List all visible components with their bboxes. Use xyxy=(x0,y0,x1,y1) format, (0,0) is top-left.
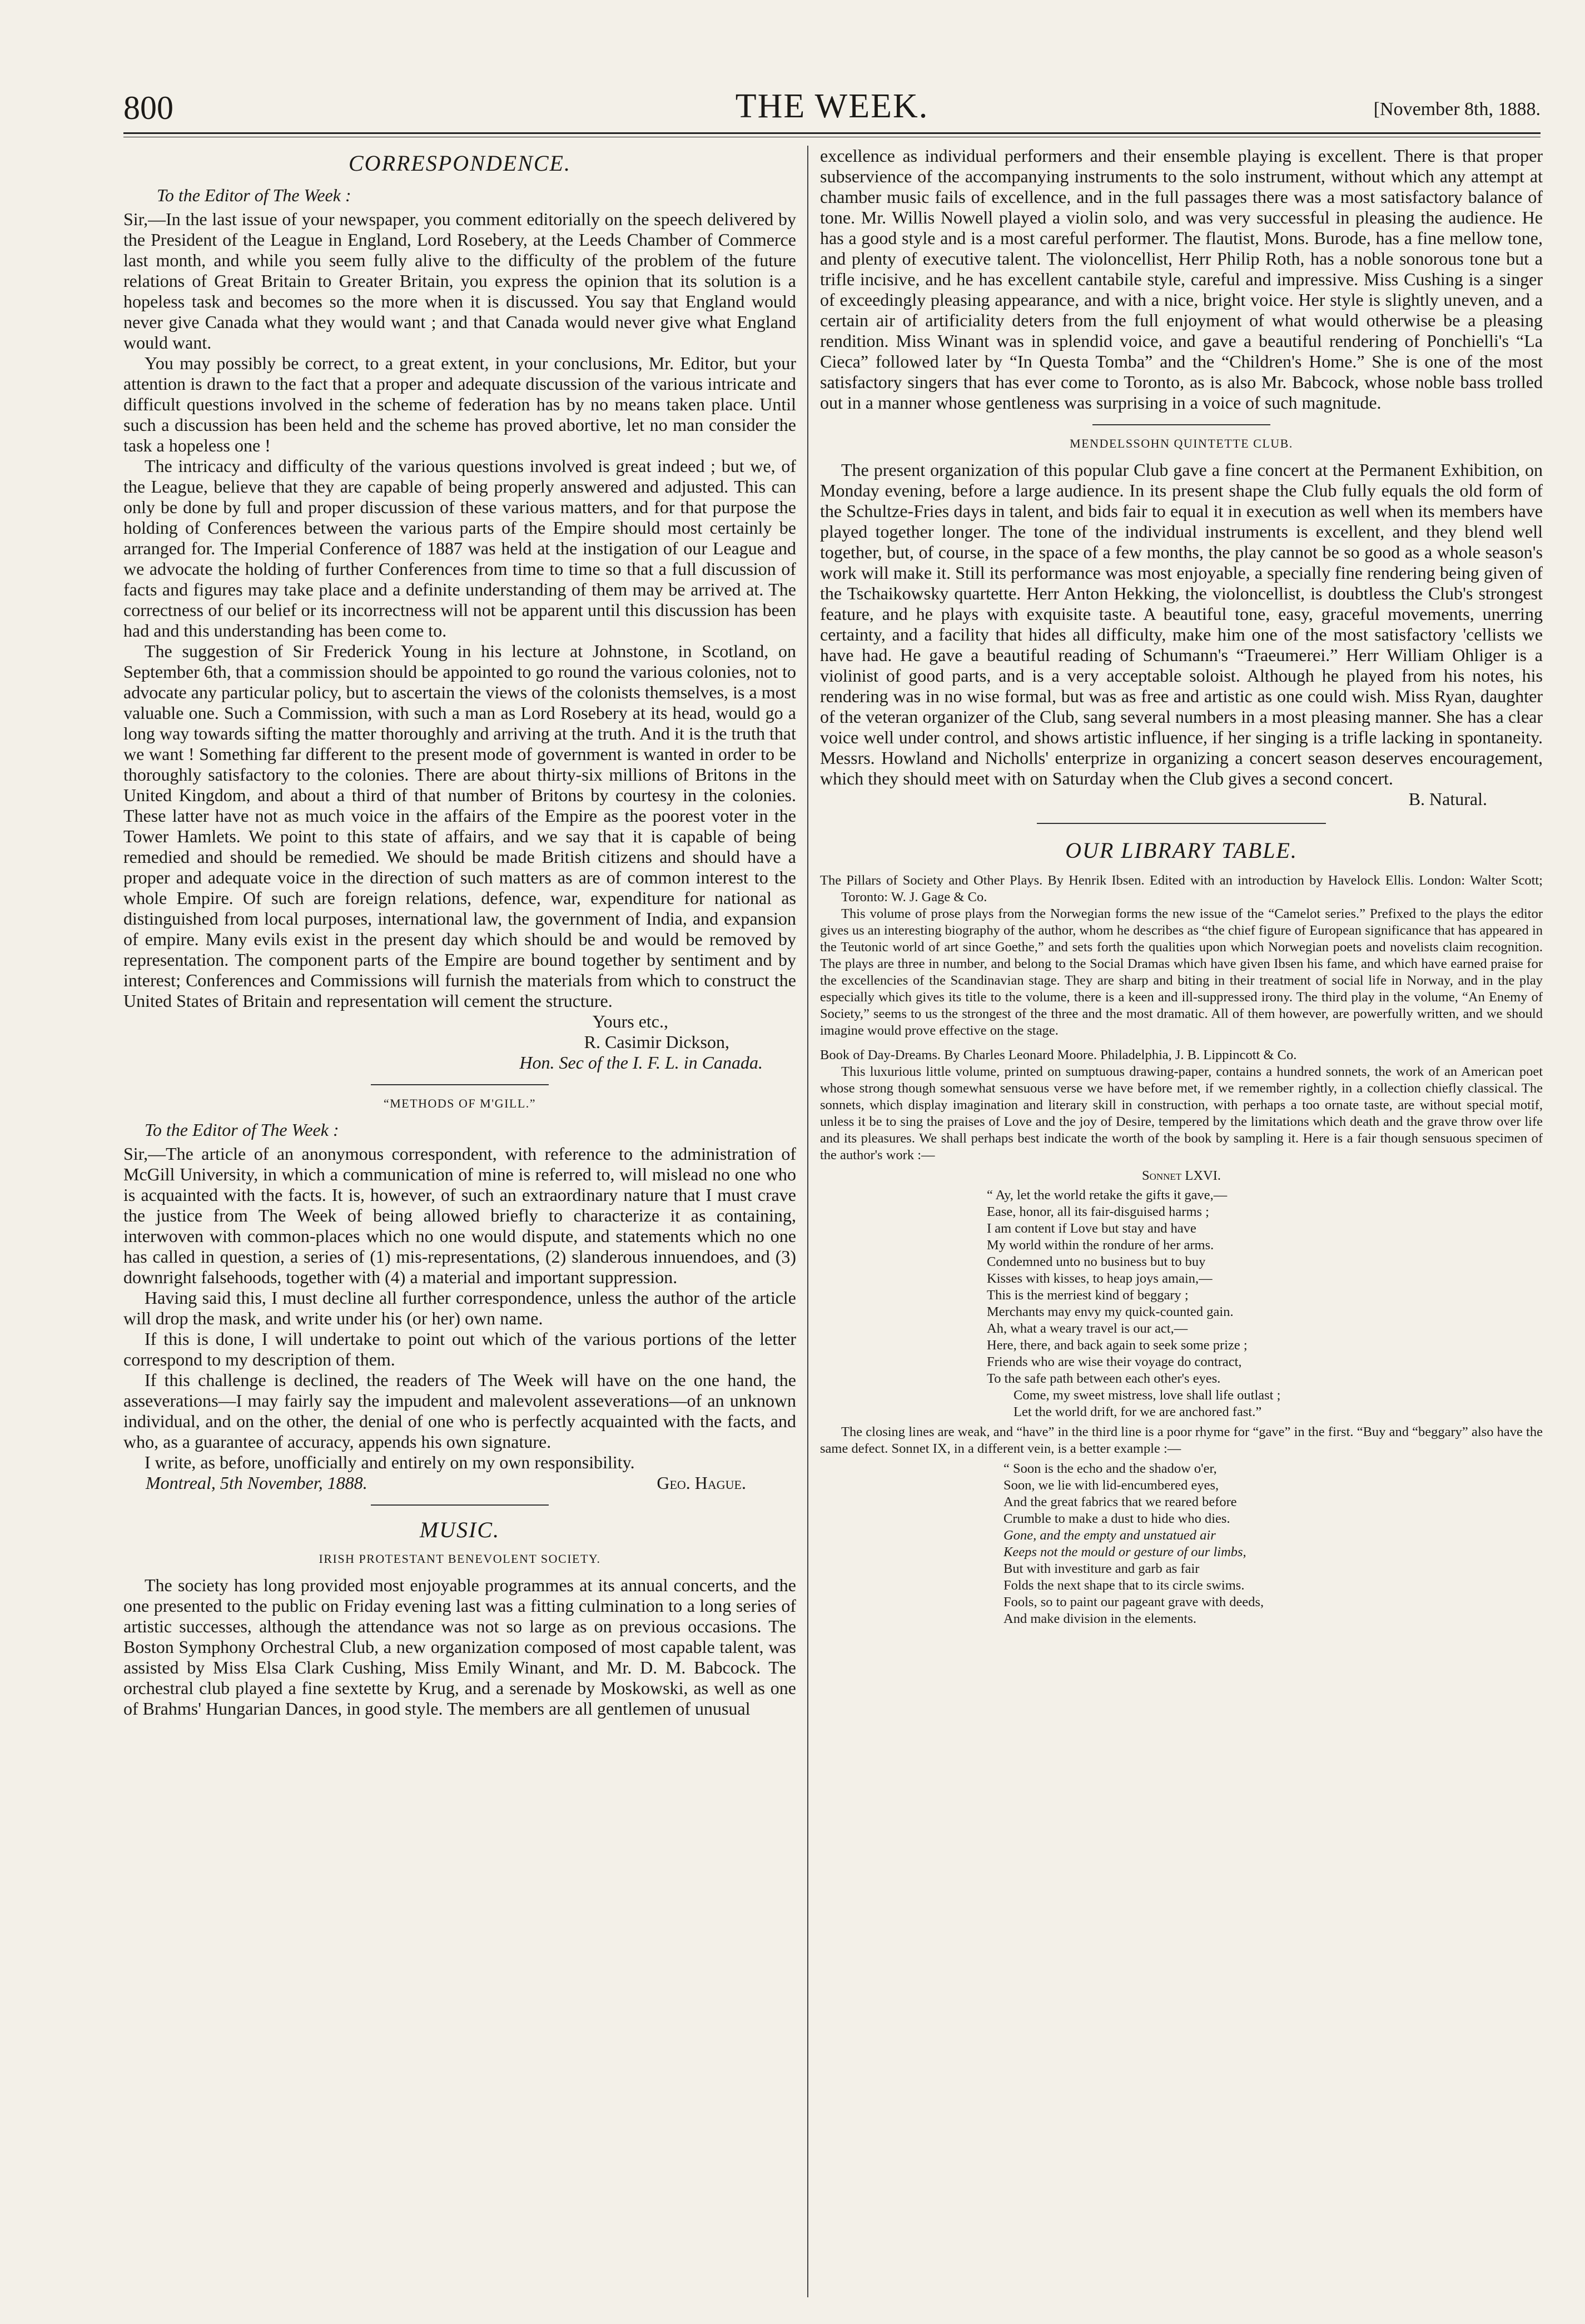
page-number: 800 xyxy=(123,90,173,126)
letter-paragraph: The suggestion of Sir Frederick Young in his lecture at Johnstone, in Scotland, on September 6th, that a commission should be appointed to go round the various colonies, not to advocate any particular policy, but to ascertain the views of the colonists themselves, is a most valuable one. Such a Commission, with such a man as Lord Rosebery at its head, would go a long way towards sifting the matter thoroughly and arriving at the truth. And it is the truth that we want ! Something far different to the present mode of government is wanted in order to be thoroughly satisfactory to the colonies. There are about thirty-six millions of Britons in the United Kingdom, and about a third of that number of Britons by courtesy in the colonies. These latter have not as much voice in the affairs of the Empire as the poorest voter in the Tower Hamlets. We point to this state of affairs, and we say that it is capable of being remedied and should be remedied. We should be made British citizens and should have a proper and adequate voice in the direction of such matters as are of common interest to the whole Empire. Of such are foreign relations, defence, war, expenditure for national as distinguished from local purposes, international law, the government of India, and expansion of empire. Many evils exist in the present day which should be and would be removed by representation. The component parts of the Empire are bound together by sentiment and by interest; Conferences and Commissions will furnish the materials from which to construct the United States of Britain and representation will cement the structure. xyxy=(123,641,796,1011)
issue-date: [November 8th, 1888. xyxy=(1373,99,1541,120)
mendelssohn-heading: MENDELSSOHN QUINTETTE CLUB. xyxy=(1070,436,1293,450)
poem-line: “ Ay, let the world retake the gifts it gave,— xyxy=(987,1188,1228,1203)
book-review: The closing lines are weak, and “have” in the third line is a poor rhyme for “gave” in the first. “Buy and “beggary” also have the same defect. Sonnet IX, in a different vein, is a better example :— xyxy=(820,1424,1543,1456)
mcgill-signature xyxy=(123,1473,796,1493)
mcgill-letter xyxy=(123,1144,796,1473)
column-divider xyxy=(807,146,808,2297)
book-review: This volume of prose plays from the Norwegian forms the new issue of the “Camelot series.” Prefixed to the plays the editor gives us an interesting biography of the author, whom he describes as “the chief figure of European significance that has appeared in the Teutonic world of art since Goethe,” and sets forth the qualities upon which Norwegian poets and novelists claim recognition. The plays are three in number, and belong to the Social Dramas which have given Ibsen his fame, and which have earned praise for the excellencies of the Scandinavian stage. They are sharp and biting in their treatment of social life in Norway, and in the play especially which gives its title to the volume, there is a keen and ill-suppressed irony. The third play in the volume, “An Enemy of Society,” seems to us the strongest of the three and the most dramatic. All of them however, are powerfully written, and we should imagine would prove effective on the stage. xyxy=(820,906,1543,1038)
poem-line: Soon, we lie with lid-encumbered eyes, xyxy=(1003,1478,1219,1493)
library-reviews xyxy=(820,872,1543,1164)
letter-closing: Yours etc., xyxy=(592,1011,668,1031)
poem-line: Gone, and the empty and unstatued air xyxy=(1003,1528,1216,1543)
letter-paragraph: If this challenge is declined, the readers of The Week will have on the one hand, the asseverations—I may fairly say the impudent and malevolent asseverations—of an unknown individual, and on the other, the denial of one who is perfectly acquainted with the facts, and who, as a guarantee of accuracy, appends his own signature. xyxy=(123,1370,796,1452)
poem-line: Ah, what a weary travel is our act,— xyxy=(987,1321,1188,1336)
page-header xyxy=(123,89,1541,133)
book-review: This luxurious little volume, printed on sumptuous drawing-paper, contains a hundred sonnets, the work of an American poet whose strong though somewhat sensuous verse we have before met, if we remember rightly, in a collection chiefly classical. The sonnets, which display imagination and literary skill in construction, with perhaps a too ornate taste, are without special motif, unless it be to sing the praises of Love and the joy of Desire, tempered by the limitations which death and the grave throw over life and its pleasures. We shall perhaps best indicate the worth of the book by sampling it. Here is a fair though sensuous specimen of the author's work :— xyxy=(820,1064,1543,1163)
poem-line: “ Soon is the echo and the shadow o'er, xyxy=(1003,1461,1217,1476)
section-divider xyxy=(1037,823,1326,824)
book-heading: The Pillars of Society and Other Plays. By Henrik Ibsen. Edited with an introduction by Havelock Ellis. London: Walter Scott; Toronto: W. J. Gage & Co. xyxy=(820,873,1543,905)
correspondence-heading: CORRESPONDENCE. xyxy=(349,151,571,176)
section-divider xyxy=(1092,424,1270,425)
section-divider xyxy=(371,1084,549,1085)
masthead: THE WEEK. xyxy=(735,87,929,125)
right-column xyxy=(820,146,1543,2303)
poem-line: Folds the next shape that to its circle swims. xyxy=(1003,1578,1245,1593)
sonnet-title: Sonnet LXVI. xyxy=(1142,1168,1221,1183)
poem-line: Condemned unto no business but to buy xyxy=(987,1254,1206,1269)
poem-line: And make division in the elements. xyxy=(1003,1611,1197,1626)
letter-paragraph: I write, as before, unofficially and entirely on my own responsibility. xyxy=(145,1452,635,1472)
letter-paragraph: You may possibly be correct, to a great extent, in your conclusions, Mr. Editor, but your attention is drawn to the fact that a proper and adequate discussion of the various intricate and difficult questions involved in the scheme of federation has by no means taken place. Until such a discussion has been held and the scheme has proved abortive, let no man consider the task a hopeless one ! xyxy=(123,353,796,455)
poem-line: Here, there, and back again to seek some prize ; xyxy=(987,1338,1248,1353)
poem-line: Come, my sweet mistress, love shall life outlast ; xyxy=(1013,1388,1281,1403)
letter-paragraph: Sir,—In the last issue of your newspaper, you comment editorially on the speech delivered by the President of the League in England, Lord Rosebery, at the Leeds Chamber of Commerce last month, and while you seem fully alive to the difficulty of the problem of the future relations of Great Britain to Greater Britain, you express the opinion that its solution is a hopeless task and becomes so the more when it is discussed. You say that England would never give Canada what they would want ; and that Canada would never give what England would want. xyxy=(123,209,796,352)
letter-paragraph: Sir,—The article of an anonymous correspondent, with reference to the administration of McGill University, in which a communication of mine is referred to, will mislead no one who is acquainted with the facts. It is, however, of such an extraordinary nature that I must crave the justice from The Week of being allowed briefly to characterize it as containing, interwoven with common-places which no one would dispute, and statements which no one has called in question, a series of (1) mis-representations, (2) slanderous innuendoes, and (3) downright falsehoods, together with (4) a material and important suppression. xyxy=(123,1144,796,1287)
correspondence-salutation: To the Editor of The Week : xyxy=(157,185,351,205)
poem-line: Merchants may envy my quick-counted gain. xyxy=(987,1304,1234,1319)
poem-line: And the great fabrics that we reared before xyxy=(1003,1494,1237,1509)
book-heading: Book of Day-Dreams. By Charles Leonard Moore. Philadelphia, J. B. Lippincott & Co. xyxy=(820,1047,1297,1062)
poem-line: Let the world drift, for we are anchored fast.” xyxy=(1013,1404,1262,1419)
poem-line: I am content if Love but stay and have xyxy=(987,1221,1196,1236)
poem-line: Crumble to make a dust to hide who dies. xyxy=(1003,1511,1230,1526)
poem-line: This is the merriest kind of beggary ; xyxy=(987,1288,1189,1303)
poem-line: Kisses with kisses, to heap joys amain,— xyxy=(987,1271,1213,1286)
letter-paragraph: Having said this, I must decline all further correspondence, unless the author of the article will drop the mask, and write under his (or her) own name. xyxy=(123,1288,796,1328)
mcgill-salutation: To the Editor of The Week : xyxy=(145,1120,339,1140)
music-heading: MUSIC. xyxy=(419,1517,500,1542)
poem-line: Ease, honor, all its fair-disguised harms ; xyxy=(987,1204,1209,1219)
letter-signer-title: Hon. Sec of the I. F. L. in Canada. xyxy=(519,1052,763,1072)
poem-line: Keeps not the mould or gesture of our limbs, xyxy=(1003,1545,1246,1560)
music-subheading: IRISH PROTESTANT BENEVOLENT SOCIETY. xyxy=(319,1552,601,1566)
left-column xyxy=(123,146,796,2303)
poem-line: My world within the rondure of her arms. xyxy=(987,1238,1214,1253)
sonnet-lxvi xyxy=(820,1187,1543,1421)
review-paragraph: The society has long provided most enjoyable programmes at its annual concerts, and the one presented to the public on Friday evening last was a fitting culmination to a long series of artistic successes, although the attendance was not so large as on previous occasions. The Boston Symphony Orchestral Club, a new organization composed of most capable talent, was assisted by Miss Elsa Clark Cushing, Miss Emily Winant, and Mr. D. M. Babcock. The orchestral club played a fine sextette by Krug, and a serenade by Moskowski, as well as one of Brahms' Hungarian Dances, in good style. The members are all gentlemen of unusual xyxy=(123,1575,796,1719)
letter-paragraph: The intricacy and difficulty of the various questions involved is great indeed ; but we, of the League, believe that they are capable of being properly answered and adjusted. This can only be done by full and proper discussion of these various matters, and for that purpose the holding of Conferences between the various parts of the Empire should most certainly be arranged for. The Imperial Conference of 1887 was held at the instigation of our League and we advocate the holding of further Conferences from time to time so that a full discussion of facts and figures may take place and a definite understanding of them may be arrived at. The correctness of our belief or its incorrectness will not be apparent until this discussion has been had and this understanding has been come to. xyxy=(123,456,796,640)
place-date: Montreal, 5th November, 1888. xyxy=(146,1473,367,1493)
review-paragraph: excellence as individual performers and their ensemble playing is excellent. There is that proper subservience of the accompanying instruments to the solo instrument, without which any attempt at chamber music fails of excellence, and in the full passages there was a most satisfactory balance of tone. Mr. Willis Nowell played a violin solo, and was very successful in pleasing the audience. He has a good style and is a most careful performer. The flautist, Mons. Burode, has a fine mellow tone, and plenty of executive talent. The violoncellist, Herr Philip Roth, has a noble sonorous tone but a trifle incisive, and he has excellent cantabile style, careful and impressive. Miss Cushing is a singer of exceedingly pleasing appearance, and with a nice, bright voice. Her style is slightly uneven, and a certain air of artificiality deters from the full enjoyment of what would otherwise be a pleasing rendition. Miss Winant was in splendid voice, and gave a beautiful rendering of Ponchielli's “La Cieca” followed later by “In Questa Tomba” and the “Children's Home.” She is one of the most satisfactory singers that has ever come to Toronto, as is also Mr. Babcock, whose noble bass trolled out in a manner whose gentleness was surprising in a voice of such magnitude. xyxy=(820,146,1543,413)
poem-line: Fools, so to paint our pageant grave with deeds, xyxy=(1003,1595,1264,1610)
section-divider xyxy=(371,1504,549,1506)
music-review xyxy=(123,1575,796,1719)
letter-signer: R. Casimir Dickson, xyxy=(584,1032,729,1052)
letter-signer: Geo. Hague. xyxy=(657,1473,746,1493)
review-paragraph: The present organization of this popular Club gave a fine concert at the Permanent Exhibition, on Monday evening, before a large audience. In its present shape the Club fully equals the old form of the Schultze-Fries days in talent, and bids fair to equal it in execution as well when its members have played together longer. The tone of the individual instruments is excellent, and they blend well together, but, of course, in the space of a few months, the play cannot be so good as a whole season's work will make it. Still its performance was most enjoyable, a specially fine rendering being given of the Tschaikowsky quartette. Herr Anton Hekking, the violoncellist, is doubtless the Club's strongest feature, and he plays with exquisite taste. A beautiful tone, easy, graceful movements, unerring certainty, and a facility that hides all difficulty, make him one of the most satisfactory 'cellists we have had. He gave a beautiful reading of Schumann's “Traeumerei.” Herr William Ohliger is a violinist of good parts, and is a very acceptable soloist. Although he played from his notes, his rendering was in no wise formal, but was as free and artistic as one could wish. Miss Ryan, daughter of the veteran organizer of the Club, sang several numbers in a most pleasing manner. She has a clear voice well under control, and shows artistic influence, if her singing is a trifle lacking in spontaneity. Messrs. Howland and Nicholls' enterprize in organizing a concert season deserves encouragement, which they should meet with on Saturday when the Club gives a second concert. xyxy=(820,460,1543,788)
header-rule xyxy=(123,132,1541,134)
poem-line: Friends who are wise their voyage do contract, xyxy=(987,1354,1242,1369)
library-heading: OUR LIBRARY TABLE. xyxy=(1065,838,1298,863)
poem-line: To the safe path between each other's eyes. xyxy=(987,1371,1221,1386)
sonnet-ix xyxy=(820,1461,1543,1627)
mendelssohn-review xyxy=(820,460,1543,789)
correspondence-letter xyxy=(123,209,796,1011)
letter-paragraph: If this is done, I will undertake to point out which of the various portions of the letter correspond to my description of them. xyxy=(123,1329,796,1369)
mcgill-heading: “METHODS OF M'GILL.” xyxy=(383,1096,536,1110)
poem-line: But with investiture and garb as fair xyxy=(1003,1561,1200,1576)
library-reviews-cont xyxy=(820,1424,1543,1457)
review-signer: B. Natural. xyxy=(1408,789,1487,809)
music-review-continued xyxy=(820,146,1543,413)
